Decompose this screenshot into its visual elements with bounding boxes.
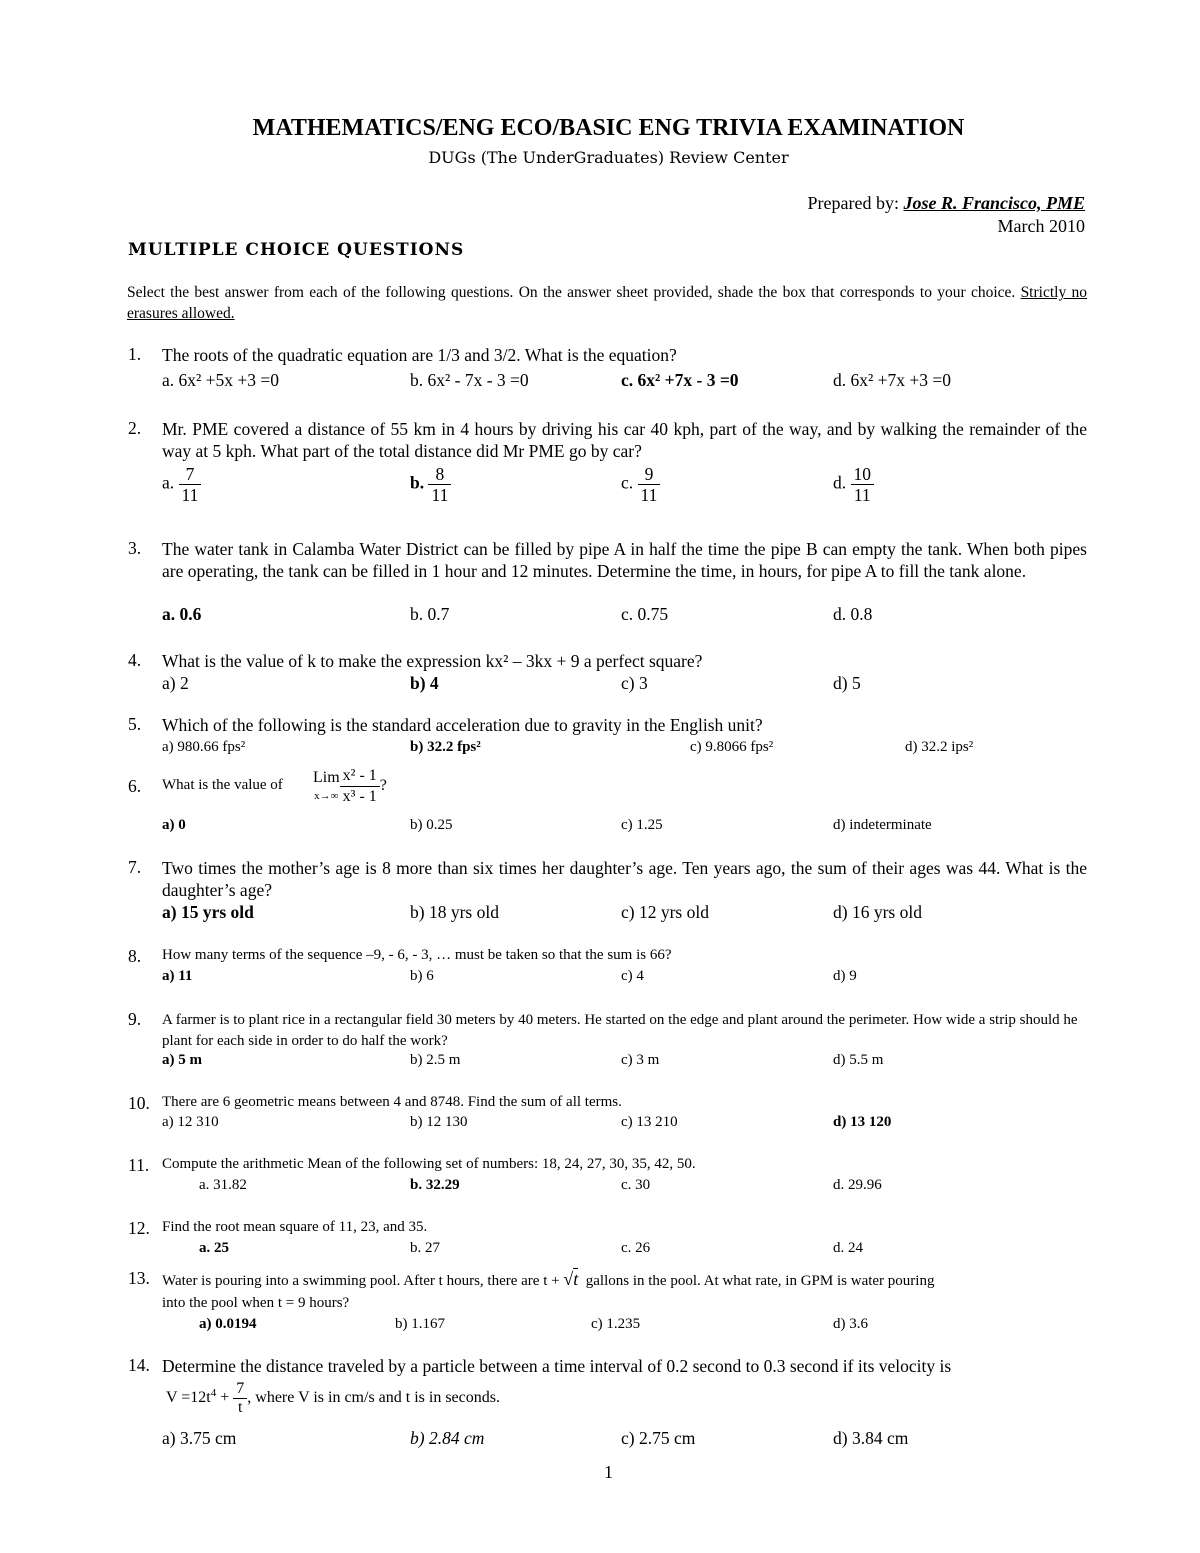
option-a: a. 6x² +5x +3 =0 bbox=[162, 370, 279, 390]
date: March 2010 bbox=[997, 216, 1085, 236]
limit-label: Lim bbox=[313, 768, 340, 786]
question-number: 8. bbox=[128, 946, 142, 966]
sqrt-radicand: t bbox=[573, 1269, 579, 1289]
sqrt-expression: √t bbox=[563, 1269, 579, 1289]
option-a: a. 31.82 bbox=[199, 1177, 247, 1193]
limit-subscript: x→∞ bbox=[314, 789, 339, 802]
fraction-numerator: 10 bbox=[851, 464, 875, 485]
question-text: Two times the mother’s age is 8 more than six times her daughter’s age. Ten years ago, the sum of their ages was 44. What is the daughter’s age? bbox=[162, 858, 1087, 900]
option-b: b) 18 yrs old bbox=[410, 902, 499, 922]
option-c: c) 13 210 bbox=[621, 1114, 678, 1130]
question-number: 11. bbox=[128, 1155, 150, 1175]
section-title: MULTIPLE CHOICE QUESTIONS bbox=[128, 240, 465, 260]
question-number: 10. bbox=[128, 1093, 150, 1113]
question-number: 7. bbox=[128, 857, 142, 877]
option-b: b. 6x² - 7x - 3 =0 bbox=[410, 370, 529, 390]
instructions-text: Select the best answer from each of the following questions. On the answer sheet provided, shade the box that corresponds to your choice. bbox=[127, 284, 1016, 301]
option-d: d. 6x² +7x +3 =0 bbox=[833, 370, 951, 390]
option-b-answer: b) 32.2 fps² bbox=[410, 739, 481, 755]
page-number: 1 bbox=[604, 1462, 613, 1482]
formula-fraction bbox=[233, 1380, 247, 1417]
page-title: MATHEMATICS/ENG ECO/BASIC ENG TRIVIA EXAMINATION bbox=[252, 115, 965, 141]
fraction bbox=[428, 464, 451, 505]
velocity-formula bbox=[166, 1380, 500, 1417]
option-b-answer bbox=[410, 464, 451, 505]
question-number: 4. bbox=[128, 650, 142, 670]
fraction-denominator: 11 bbox=[431, 485, 449, 505]
option-b: b) 12 130 bbox=[410, 1114, 468, 1130]
limit-operator bbox=[313, 769, 340, 805]
fraction bbox=[851, 464, 875, 505]
question-text: Determine the distance traveled by a particle between a time interval of 0.2 second to 0.3 second if its velocity is bbox=[162, 1356, 952, 1376]
option-a-answer: a) 5 m bbox=[162, 1052, 202, 1068]
option-c: c) 4 bbox=[621, 968, 644, 984]
question-text: Find the root mean square of 11, 23, and 35. bbox=[162, 1219, 428, 1235]
question-number: 6. bbox=[128, 776, 142, 796]
option-b-answer: b) 2.84 cm bbox=[410, 1428, 485, 1448]
option-label: a. bbox=[162, 472, 175, 493]
question-text: There are 6 geometric means between 4 and 8748. Find the sum of all terms. bbox=[162, 1094, 622, 1110]
option-c bbox=[621, 464, 660, 505]
limit-expression bbox=[313, 766, 387, 807]
option-a: a) 2 bbox=[162, 673, 189, 693]
fraction-denominator: 11 bbox=[853, 485, 871, 505]
option-label: b. bbox=[410, 472, 425, 493]
question-text-continued: into the pool when t = 9 hours? bbox=[162, 1295, 350, 1311]
question-text: What is the value of bbox=[162, 777, 283, 793]
option-d: d) 3.84 cm bbox=[833, 1428, 909, 1448]
option-b: b) 1.167 bbox=[395, 1316, 445, 1332]
question-number: 12. bbox=[128, 1218, 150, 1238]
option-b: b. 27 bbox=[410, 1240, 440, 1256]
option-a-answer: a) 11 bbox=[162, 968, 193, 984]
question-number: 5. bbox=[128, 714, 142, 734]
formula-tail: , where V is in cm/s and t is in seconds. bbox=[247, 1389, 500, 1407]
option-a-answer: a. 25 bbox=[199, 1240, 229, 1256]
option-c: c. 30 bbox=[621, 1177, 651, 1193]
option-a-answer: a) 0.0194 bbox=[199, 1316, 257, 1332]
question-number: 13. bbox=[128, 1268, 150, 1288]
question-number: 9. bbox=[128, 1009, 142, 1029]
option-c: c) 2.75 cm bbox=[621, 1428, 696, 1448]
option-a: a) 12 310 bbox=[162, 1114, 219, 1130]
question-number: 2. bbox=[128, 418, 142, 438]
option-d: d. 29.96 bbox=[833, 1177, 882, 1193]
option-b: b) 6 bbox=[410, 968, 434, 984]
option-a-answer: a. 0.6 bbox=[162, 604, 202, 624]
option-d-answer: d) 13 120 bbox=[833, 1114, 892, 1130]
fraction-numerator: 7 bbox=[233, 1380, 247, 1399]
question-text: Mr. PME covered a distance of 55 km in 4 hours by driving his car 40 kph, part of the way, and by walking the remainder of the way at 5 kph. What part of the total distance did Mr PME go by car? bbox=[162, 419, 1087, 461]
option-c: c) 9.8066 fps² bbox=[690, 739, 774, 755]
option-c: c) 3 m bbox=[621, 1052, 660, 1068]
option-a: a) 980.66 fps² bbox=[162, 739, 246, 755]
option-c: c) 1.235 bbox=[591, 1316, 641, 1332]
question-text: The roots of the quadratic equation are 1/3 and 3/2. What is the equation? bbox=[162, 345, 677, 365]
fraction bbox=[638, 464, 661, 505]
option-b: b) 0.25 bbox=[410, 817, 453, 833]
option-c: c) 1.25 bbox=[621, 817, 663, 833]
option-label: c. bbox=[621, 472, 634, 493]
question-text: How many terms of the sequence –9, - 6, - 3, … must be taken so that the sum is 66? bbox=[162, 947, 672, 963]
fraction-denominator: x³ - 1 bbox=[342, 788, 377, 805]
question-text: What is the value of k to make the expression kx² – 3kx + 9 a perfect square? bbox=[162, 651, 703, 671]
fraction-numerator: 7 bbox=[179, 464, 202, 485]
option-b: b. 0.7 bbox=[410, 604, 450, 624]
option-d bbox=[833, 464, 874, 505]
question-text-part: gallons in the pool. At what rate, in GPM is water pouring bbox=[585, 1273, 935, 1289]
option-d: d) 32.2 ips² bbox=[905, 739, 974, 755]
option-d: d) 9 bbox=[833, 968, 857, 984]
option-b: b) 2.5 m bbox=[410, 1052, 461, 1068]
fraction-denominator: 11 bbox=[181, 485, 199, 505]
option-a-answer: a) 15 yrs old bbox=[162, 902, 254, 922]
option-c: c. 0.75 bbox=[621, 604, 669, 624]
prepared-label: Prepared by: bbox=[807, 193, 899, 213]
fraction-numerator: 8 bbox=[428, 464, 451, 485]
option-c-answer: c. 6x² +7x - 3 =0 bbox=[621, 370, 739, 390]
fraction bbox=[179, 464, 202, 505]
option-b-answer: b. 32.29 bbox=[410, 1177, 460, 1193]
option-b-answer: b) 4 bbox=[410, 673, 439, 693]
limit-end: ? bbox=[379, 777, 387, 795]
question-number: 1. bbox=[128, 344, 142, 364]
option-a-answer: a) 0 bbox=[162, 817, 186, 833]
prepared-by bbox=[808, 193, 1085, 214]
instructions bbox=[127, 282, 1087, 324]
question-number: 3. bbox=[128, 538, 142, 558]
option-c: c) 12 yrs old bbox=[621, 902, 709, 922]
prepared-name: Jose R. Francisco, PME bbox=[903, 193, 1085, 213]
option-d: d) 3.6 bbox=[833, 1316, 868, 1332]
page-subtitle: DUGs (The UnderGraduates) Review Center bbox=[428, 148, 789, 167]
formula-exponent: 4 bbox=[210, 1386, 217, 1399]
option-c: c) 3 bbox=[621, 673, 648, 693]
option-d: d. 24 bbox=[833, 1240, 863, 1256]
option-d: d) 16 yrs old bbox=[833, 902, 922, 922]
option-d: d. 0.8 bbox=[833, 604, 873, 624]
question-text: The water tank in Calamba Water District can be filled by pipe A in half the time the pipe B can empty the tank. When both pipes are operating, the tank can be filled in 1 hour and 12 minutes. Determine the time, in hours, for pipe A to fill the tank alone. bbox=[162, 539, 1087, 581]
option-a bbox=[162, 464, 201, 505]
question-text: A farmer is to plant rice in a rectangular field 30 meters by 40 meters. He started on the edge and plant around the perimeter. How wide a strip should he plant for each side in order to do half the work? bbox=[162, 1012, 1078, 1049]
question-text-part: Water is pouring into a swimming pool. After t hours, there are t + bbox=[162, 1273, 560, 1289]
question-text: Compute the arithmetic Mean of the following set of numbers: 18, 24, 27, 30, 35, 42, 50. bbox=[162, 1156, 696, 1172]
option-d: d) 5 bbox=[833, 673, 861, 693]
formula-plus: + bbox=[220, 1389, 230, 1407]
limit-fraction bbox=[340, 766, 380, 807]
question-text: Which of the following is the standard acceleration due to gravity in the English unit? bbox=[162, 715, 763, 735]
option-d: d) indeterminate bbox=[833, 817, 932, 833]
fraction-numerator: 9 bbox=[638, 464, 661, 485]
formula-lhs: V =12t bbox=[166, 1389, 211, 1407]
instructions-emphasis: Strictly no erasures allowed. bbox=[127, 284, 1087, 322]
question-text bbox=[162, 1269, 934, 1290]
fraction-numerator: x² - 1 bbox=[340, 766, 380, 787]
fraction-denominator: t bbox=[238, 1399, 243, 1416]
option-d: d) 5.5 m bbox=[833, 1052, 884, 1068]
question-number: 14. bbox=[128, 1355, 150, 1375]
option-c: c. 26 bbox=[621, 1240, 651, 1256]
fraction-denominator: 11 bbox=[640, 485, 658, 505]
option-a: a) 3.75 cm bbox=[162, 1428, 237, 1448]
option-label: d. bbox=[833, 472, 847, 493]
